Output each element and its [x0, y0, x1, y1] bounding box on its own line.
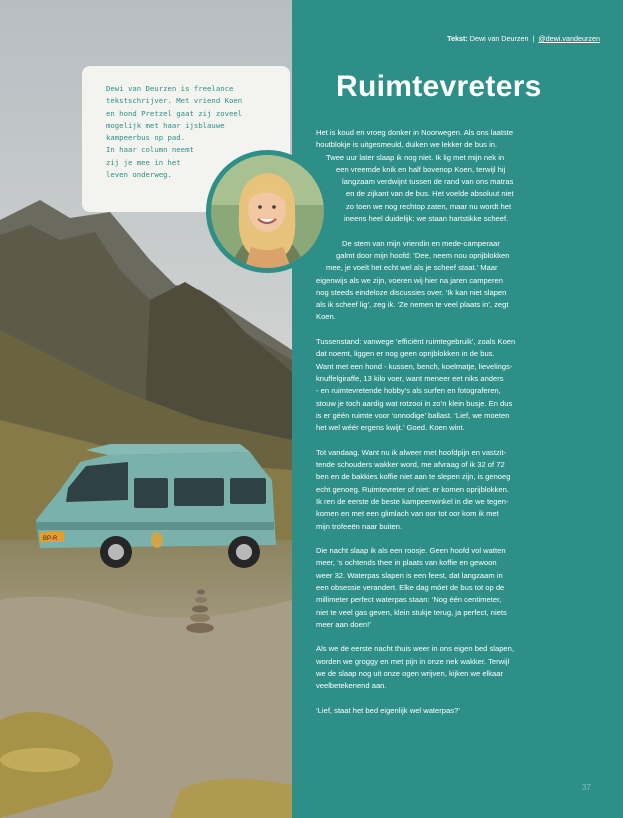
text-line: Twee uur later slaap ik nog niet. Ik lig met mijn nek in	[326, 152, 505, 162]
author-portrait	[206, 150, 329, 273]
credit-separator: |	[532, 34, 535, 43]
paragraph-5	[316, 545, 560, 631]
text-line: is er géén ruimte voor ‘onnodige’ ballast. ‘Lief, we moeten	[316, 410, 510, 420]
text-line: ineens heel duidelijk: we staan hartstikke scheef.	[344, 214, 509, 224]
text-line: Ik ren de eerste de beste kampeerwinkel in die we tegen-	[316, 496, 509, 506]
text-line: knuffelgiraffe, 13 kilo voer, want meneer eet niks anders	[316, 373, 504, 383]
text-line: mijn trofeeën naar buiten.	[316, 521, 403, 531]
paragraph-7	[316, 705, 560, 717]
bio-line: zij je mee in het	[106, 157, 181, 167]
paragraph-6	[316, 643, 560, 692]
credit-author: Dewi van Deurzen	[469, 34, 529, 43]
text-line: dat noemt, liggen er nog geen oprijblokken in de bus.	[316, 349, 495, 359]
text-line: echt genoeg. Ruimtevreter of niet: er komen oprijblokken.	[316, 484, 509, 494]
text-line: ben en de bakkies koffie niet aan te slepen zijn, is genoeg	[316, 472, 511, 482]
text-line: De stem van mijn vriendin en mede-camperaar	[342, 238, 500, 248]
bio-line: tekstschrijver. Met vriend Koen	[106, 96, 243, 106]
article-body	[316, 127, 560, 730]
text-line: Tussenstand: vanwege ‘efficiënt ruimtegebruik’, zoals Koen	[316, 337, 516, 347]
text-line: langzaam verdwijnt tussen de rand van ons matras	[342, 177, 514, 187]
bio-line: kampeerbus op pad.	[106, 133, 186, 143]
text-line: Als we de eerste nacht thuis weer in ons eigen bed slapen,	[316, 644, 514, 654]
text-line: als ik scheef lig’, zeg ik. ‘Ze nemen te veel plaats in’, zegt	[316, 300, 509, 310]
text-line: Die nacht slaap ik als een roosje. Geen hoofd vol watten	[316, 546, 506, 556]
bio-line: en hond Pretzel gaat zij zoveel	[106, 108, 243, 118]
text-line: het wel wéér ergens kwijt.’ Goed. Koen wint.	[316, 423, 465, 433]
text-line: galmt door mijn hoofd: ‘Dee, neem nou oprijblokken	[336, 250, 510, 260]
text-line: tende schouders wakker word, me afvraag of ik 32 of 72	[316, 460, 505, 470]
text-line: Tot vandaag. Want nu ik alweer met hoofdpijn en vastzit-	[316, 447, 507, 457]
article-title: Ruimtevreters	[336, 70, 542, 103]
text-line: - en ruimtevretende hobby’s als surfen en fotograferen,	[316, 386, 501, 396]
bio-line: mogelijk met haar ijsblauwe	[106, 120, 225, 130]
text-line: zo toen we nog rechtop zaten, maar nu wordt het	[346, 201, 512, 211]
text-line: eigenwijs als we zijn, voeren wij hier na jaren camperen	[316, 275, 503, 285]
text-line: millimeter perfect waterpas staan: ‘Nog één centimeter,	[316, 595, 502, 605]
author-photo-illustration	[211, 155, 324, 268]
text-line: houtblokje is uitgesmeuld, duiken we lekker de bus in.	[316, 140, 498, 150]
author-handle-link[interactable]: @dewi.vandeurzen	[538, 34, 600, 43]
text-line: veelbetekenend aan.	[316, 681, 387, 691]
text-line: Want met een hond - kussen, bench, koelmatje, lievelings-	[316, 361, 513, 371]
bio-line: In haar column neemt	[106, 145, 194, 155]
text-line: nog steeds eindeloze discussies over. ‘Ik kan niet slapen	[316, 287, 507, 297]
bio-line: leven onderweg.	[106, 170, 172, 180]
text-line: mee, je voelt het echt wel als je scheef staat.’ Maar	[326, 263, 498, 273]
text-line: een vreemde knik en half bovenop Koen, terwijl hij	[336, 164, 506, 174]
author-credit	[447, 34, 600, 43]
text-line: ‘Lief, staat het bed eigenlijk wel waterpas?’	[316, 705, 460, 715]
paragraph-1	[316, 127, 560, 225]
text-line: komen en met een glimlach van oor tot oor kom ik met	[316, 509, 499, 519]
text-line: stouw je toch aardig wat rotzooi in zo’n klein busje. En dus	[316, 398, 513, 408]
text-line: niet te veel gas geven, klein stukje terug, ja perfect, niets	[316, 607, 507, 617]
text-line: we de slaap nog uit onze ogen wrijven, kijken we elkaar	[316, 669, 503, 679]
text-line: meer, ‘s ochtends thee in plaats van koffie en gewoon	[316, 558, 497, 568]
page-number: 37	[582, 783, 591, 792]
paragraph-4	[316, 447, 560, 533]
text-line: weer 32. Waterpas slapen is een feest, dat langzaam in	[316, 570, 503, 580]
license-plate: BP-R	[43, 536, 58, 542]
text-line: meer aan doen!’	[316, 619, 371, 629]
credit-label: Tekst:	[447, 34, 468, 43]
paragraph-2	[316, 238, 560, 324]
paragraph-3	[316, 336, 560, 434]
bio-line: Dewi van Deurzen is freelance	[106, 84, 234, 93]
text-line: en de zijkant van de bus. Het voelde absoluut niet	[346, 189, 514, 199]
text-line: Koen.	[316, 312, 336, 322]
text-line: worden we groggy en met pijn in onze nek wakker. Terwijl	[316, 656, 510, 666]
text-line: Het is koud en vroeg donker in Noorwegen. Als ons laatste	[316, 128, 514, 137]
text-line: een obsessie verandert. Elke dag móet de bus tot op de	[316, 582, 505, 592]
